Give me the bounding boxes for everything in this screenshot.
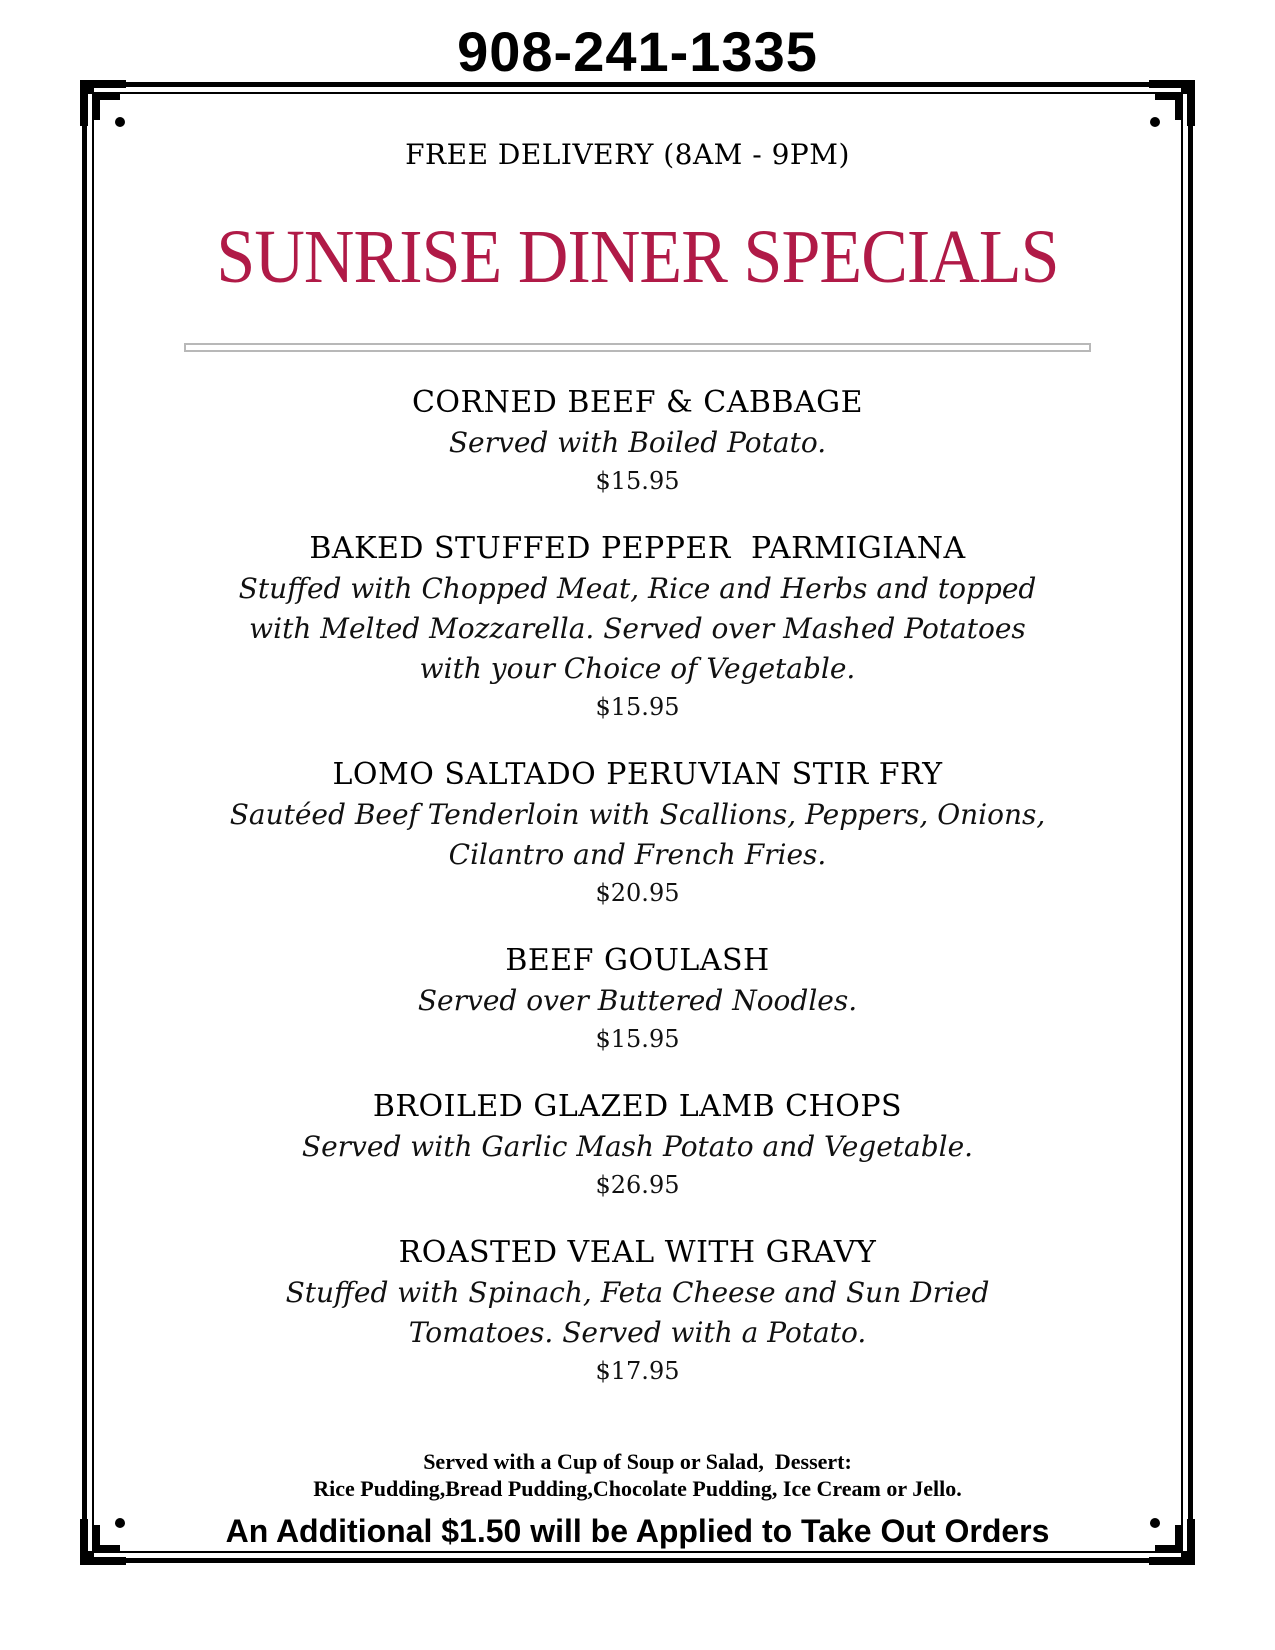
item-name: BAKED STUFFED PEPPER PARMIGIANA <box>309 531 966 566</box>
sides-note-line-1: Served with a Cup of Soup or Salad, Dessert: <box>423 1449 852 1474</box>
item-name: BEEF GOULASH <box>505 943 770 978</box>
item-price: $15.95 <box>595 467 680 495</box>
menu-item <box>170 385 1105 499</box>
menu-item <box>170 943 1105 1057</box>
item-description: Stuffed with Spinach, Feta Cheese and Sun Dried Tomatoes. Served with a Potato. <box>285 1276 990 1349</box>
corner-ornament-top-right <box>1137 80 1195 138</box>
item-description: Sautéed Beef Tenderloin with Scallions, Peppers, Onions, Cilantro and French Fries. <box>229 798 1046 871</box>
takeout-notice: An Additional $1.50 will be Applied to Take Out Orders <box>225 1513 1050 1549</box>
item-price: $15.95 <box>595 693 680 721</box>
sides-note <box>0 1448 1275 1502</box>
menu-item <box>170 531 1105 725</box>
item-description: Served with Garlic Mash Potato and Vegetable. <box>301 1130 974 1163</box>
item-price: $20.95 <box>595 879 680 907</box>
item-price: $15.95 <box>595 1025 680 1053</box>
item-description: Stuffed with Chopped Meat, Rice and Herbs and topped with Melted Mozzarella. Served over Mashed Potatoes with your Choice of Vegetable. <box>238 572 1037 685</box>
menu-title: SUNRISE DINER SPECIALS <box>216 215 1059 299</box>
menu-item <box>170 1089 1105 1203</box>
item-name: LOMO SALTADO PERUVIAN STIR FRY <box>332 757 943 792</box>
menu-item <box>170 1235 1105 1389</box>
item-name: BROILED GLAZED LAMB CHOPS <box>372 1089 903 1124</box>
item-description: Served with Boiled Potato. <box>448 426 827 459</box>
item-price: $26.95 <box>595 1171 680 1199</box>
phone-number: 908-241-1335 <box>457 20 818 83</box>
title-divider <box>184 343 1091 352</box>
item-description: Served over Buttered Noodles. <box>417 984 858 1017</box>
item-price: $17.95 <box>595 1357 680 1385</box>
sides-note-line-2: Rice Pudding,Bread Pudding,Chocolate Pudding, Ice Cream or Jello. <box>313 1476 962 1501</box>
item-name: CORNED BEEF & CABBAGE <box>411 385 864 420</box>
menu-item <box>170 757 1105 911</box>
delivery-hours: FREE DELIVERY (8AM - 9PM) <box>405 138 850 171</box>
menu-items <box>170 385 1105 1421</box>
corner-ornament-top-left <box>80 80 138 138</box>
item-name: ROASTED VEAL WITH GRAVY <box>398 1235 877 1270</box>
